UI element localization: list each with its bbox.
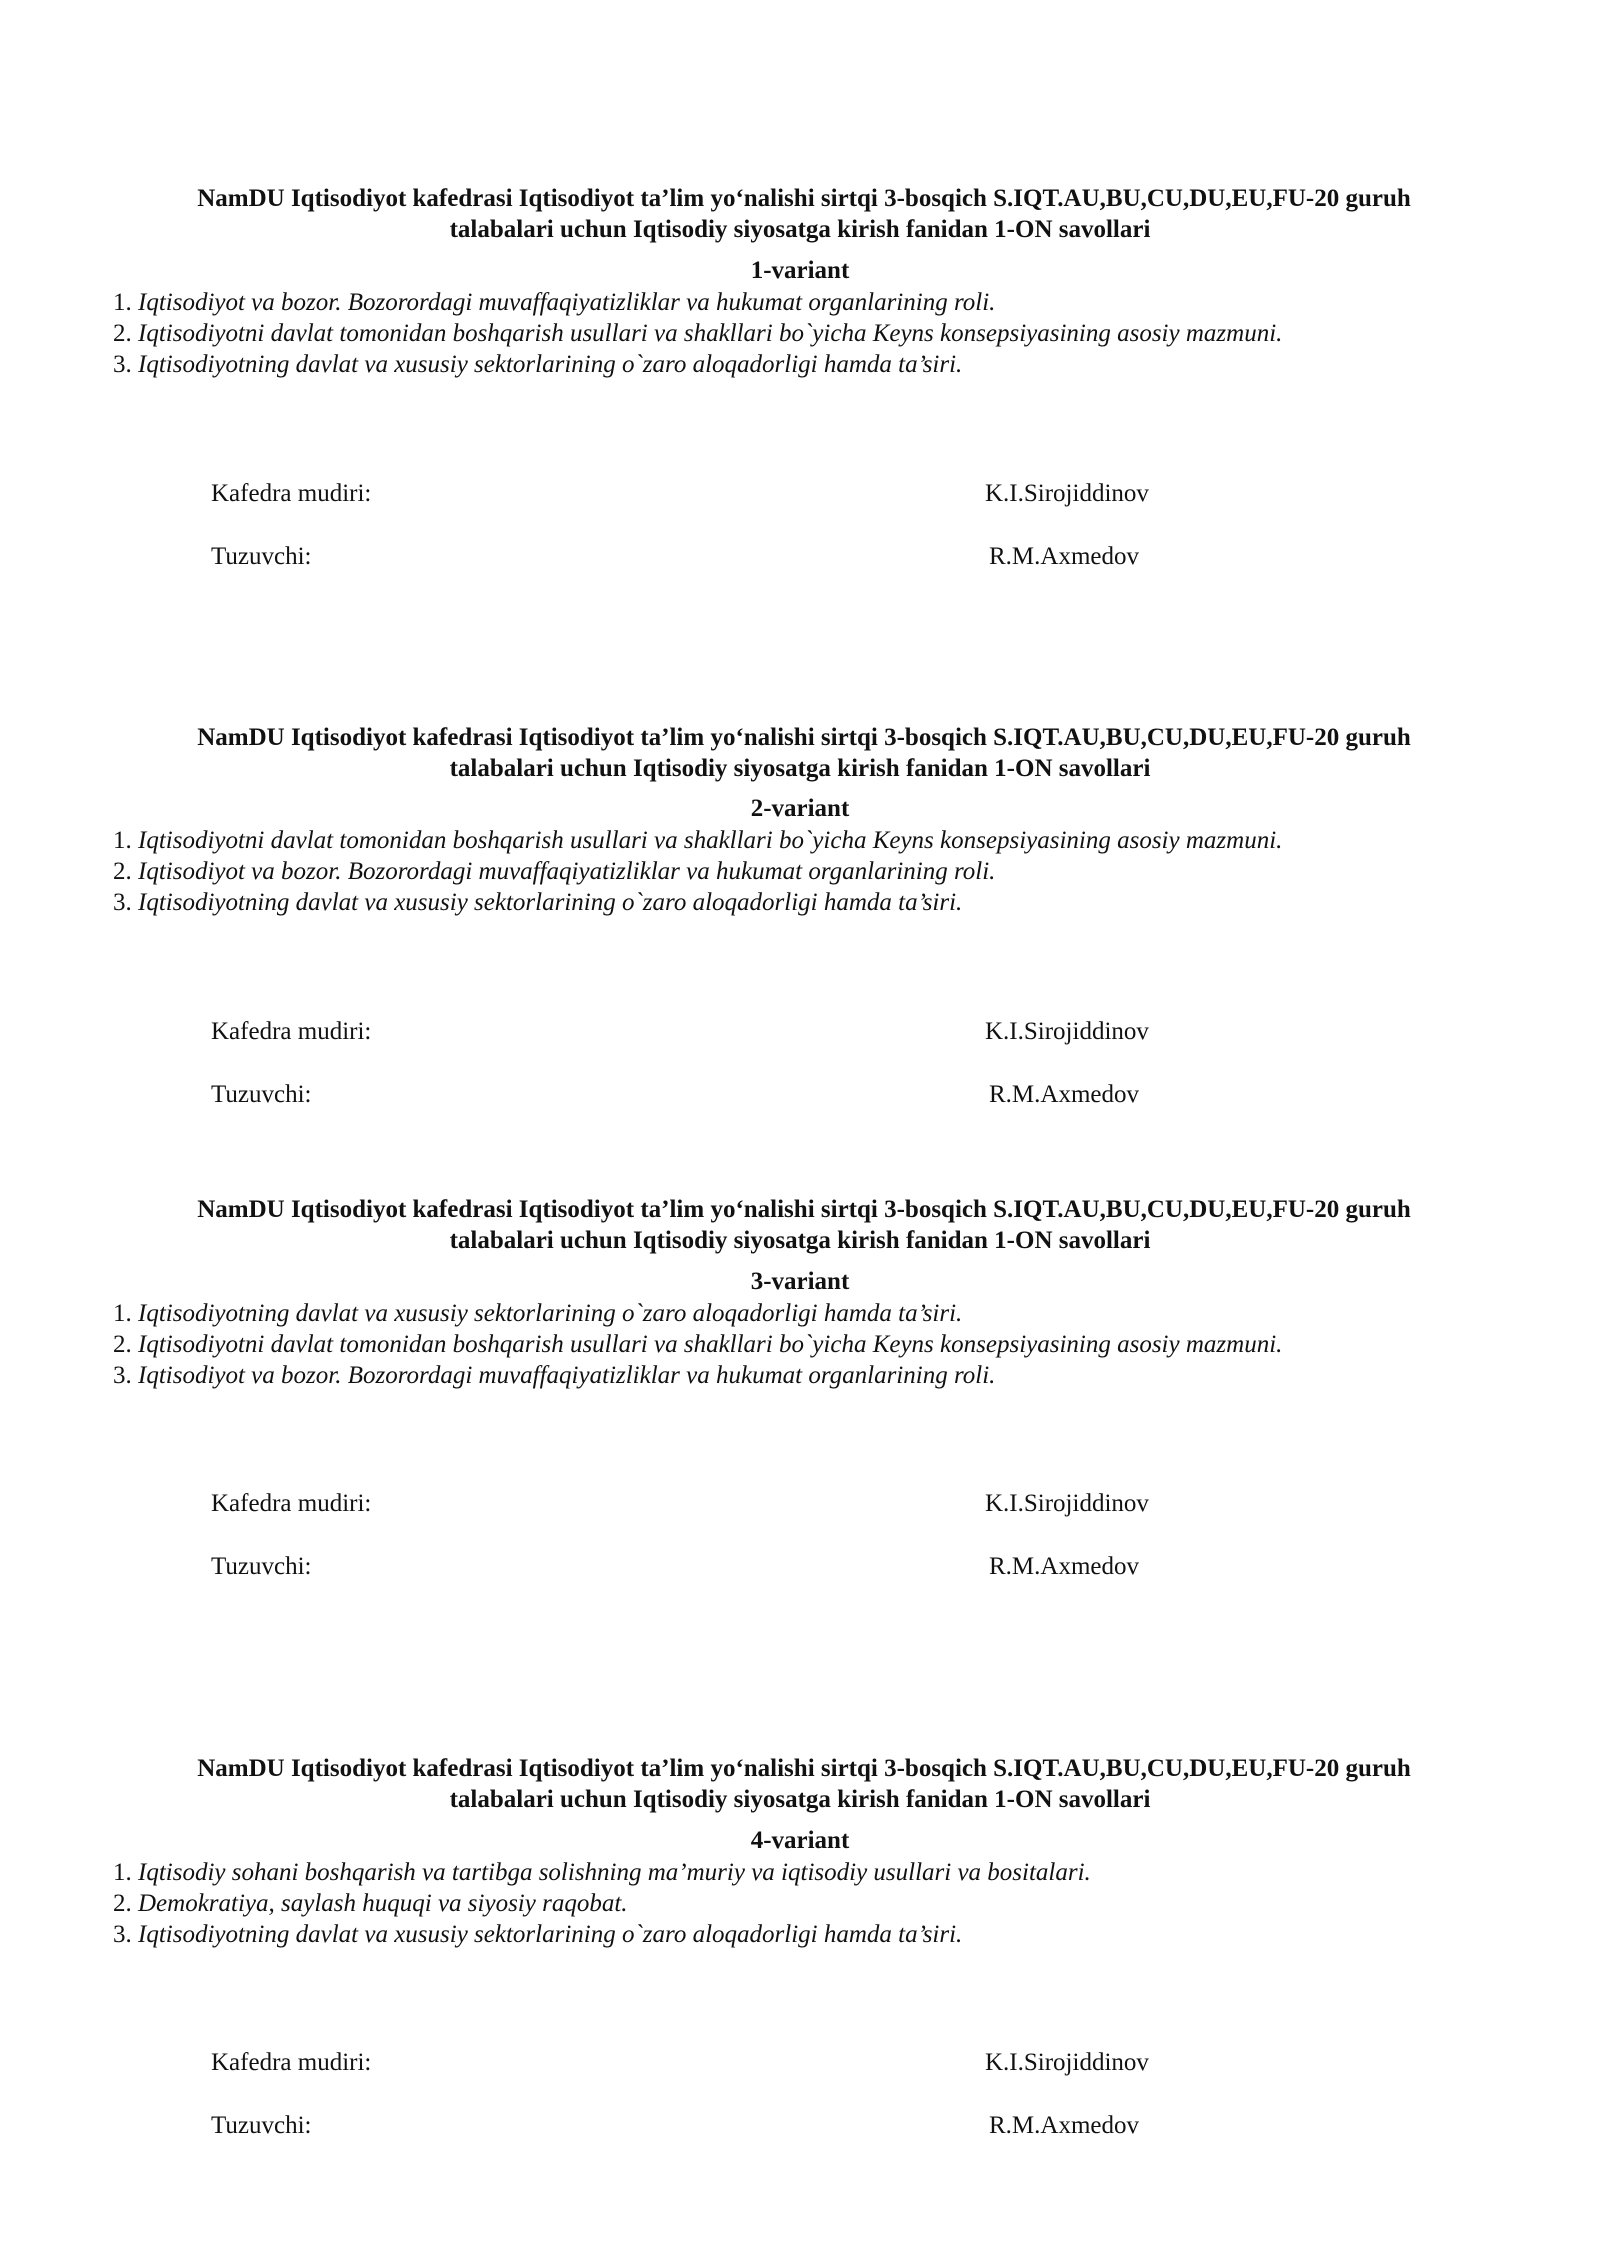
- variant-3-title: 3-variant: [750, 1268, 850, 1295]
- question-item: 2. Iqtisodiyotni davlat tomonidan boshqarish usullari va shakllari bo`yicha Keyns konsepsiyasining asosiy mazmuni.: [113, 320, 1283, 347]
- head-of-department-label: Kafedra mudiri:: [211, 480, 372, 507]
- head-of-department-name: K.I.Sirojiddinov: [985, 480, 1149, 507]
- variant-1-questions: [113, 287, 1553, 380]
- variant-3-header: [0, 1194, 1600, 1256]
- author-name: R.M.Axmedov: [989, 2112, 1139, 2139]
- author-name: R.M.Axmedov: [989, 1553, 1139, 1580]
- variant-4-header: [0, 1753, 1600, 1815]
- header-line-2: talabalari uchun Iqtisodiy siyosatga kirish fanidan 1-ON savollari: [449, 1786, 1151, 1813]
- header-line-2: talabalari uchun Iqtisodiy siyosatga kirish fanidan 1-ON savollari: [449, 1227, 1151, 1254]
- header-line-1: NamDU Iqtisodiyot kafedrasi Iqtisodiyot ta’lim yo‘nalishi sirtqi 3-bosqich S.IQT.AU,BU,CU,DU,EU,FU-20 guruh: [197, 724, 1411, 751]
- question-item: 1. Iqtisodiyotning davlat va xususiy sektorlarining o`zaro aloqadorligi hamda ta’siri.: [113, 1300, 963, 1327]
- question-item: 3. Iqtisodiyotning davlat va xususiy sektorlarining o`zaro aloqadorligi hamda ta’siri.: [113, 889, 963, 916]
- head-of-department-name: K.I.Sirojiddinov: [985, 1018, 1149, 1045]
- question-item: 3. Iqtisodiyotning davlat va xususiy sektorlarining o`zaro aloqadorligi hamda ta’siri.: [113, 1921, 963, 1948]
- author-label: Tuzuvchi:: [211, 1081, 312, 1108]
- variant-2-header: [0, 722, 1600, 784]
- header-line-2: talabalari uchun Iqtisodiy siyosatga kirish fanidan 1-ON savollari: [449, 216, 1151, 243]
- head-of-department-label: Kafedra mudiri:: [211, 2049, 372, 2076]
- question-item: 3. Iqtisodiyotning davlat va xususiy sektorlarining o`zaro aloqadorligi hamda ta’siri.: [113, 351, 963, 378]
- variant-2-title: 2-variant: [750, 795, 850, 822]
- head-of-department-label: Kafedra mudiri:: [211, 1018, 372, 1045]
- head-of-department-name: K.I.Sirojiddinov: [985, 2049, 1149, 2076]
- author-name: R.M.Axmedov: [989, 1081, 1139, 1108]
- question-item: 1. Iqtisodiy sohani boshqarish va tartibga solishning ma’muriy va iqtisodiy usullari va bositalari.: [113, 1859, 1091, 1886]
- header-line-1: NamDU Iqtisodiyot kafedrasi Iqtisodiyot ta’lim yo‘nalishi sirtqi 3-bosqich S.IQT.AU,BU,CU,DU,EU,FU-20 guruh: [197, 185, 1411, 212]
- variant-1-title: 1-variant: [750, 257, 850, 284]
- question-item: 2. Iqtisodiyot va bozor. Bozorordagi muvaffaqiyatizliklar va hukumat organlarining roli.: [113, 858, 996, 885]
- variant-3-questions: [113, 1298, 1553, 1391]
- variant-1-header: [0, 183, 1600, 245]
- author-label: Tuzuvchi:: [211, 543, 312, 570]
- variant-4-title: 4-variant: [750, 1827, 850, 1854]
- question-item: 1. Iqtisodiyot va bozor. Bozorordagi muvaffaqiyatizliklar va hukumat organlarining roli.: [113, 289, 996, 316]
- author-label: Tuzuvchi:: [211, 1553, 312, 1580]
- author-name: R.M.Axmedov: [989, 543, 1139, 570]
- question-item: 3. Iqtisodiyot va bozor. Bozorordagi muvaffaqiyatizliklar va hukumat organlarining roli.: [113, 1362, 996, 1389]
- question-item: 1. Iqtisodiyotni davlat tomonidan boshqarish usullari va shakllari bo`yicha Keyns konsepsiyasining asosiy mazmuni.: [113, 827, 1283, 854]
- variant-4-questions: [113, 1857, 1553, 1950]
- header-line-1: NamDU Iqtisodiyot kafedrasi Iqtisodiyot ta’lim yo‘nalishi sirtqi 3-bosqich S.IQT.AU,BU,CU,DU,EU,FU-20 guruh: [197, 1755, 1411, 1782]
- question-item: 2. Iqtisodiyotni davlat tomonidan boshqarish usullari va shakllari bo`yicha Keyns konsepsiyasining asosiy mazmuni.: [113, 1331, 1283, 1358]
- question-item: 2. Demokratiya, saylash huquqi va siyosiy raqobat.: [113, 1890, 628, 1917]
- head-of-department-name: K.I.Sirojiddinov: [985, 1490, 1149, 1517]
- header-line-1: NamDU Iqtisodiyot kafedrasi Iqtisodiyot ta’lim yo‘nalishi sirtqi 3-bosqich S.IQT.AU,BU,CU,DU,EU,FU-20 guruh: [197, 1196, 1411, 1223]
- author-label: Tuzuvchi:: [211, 2112, 312, 2139]
- variant-2-questions: [113, 825, 1553, 918]
- header-line-2: talabalari uchun Iqtisodiy siyosatga kirish fanidan 1-ON savollari: [449, 755, 1151, 782]
- head-of-department-label: Kafedra mudiri:: [211, 1490, 372, 1517]
